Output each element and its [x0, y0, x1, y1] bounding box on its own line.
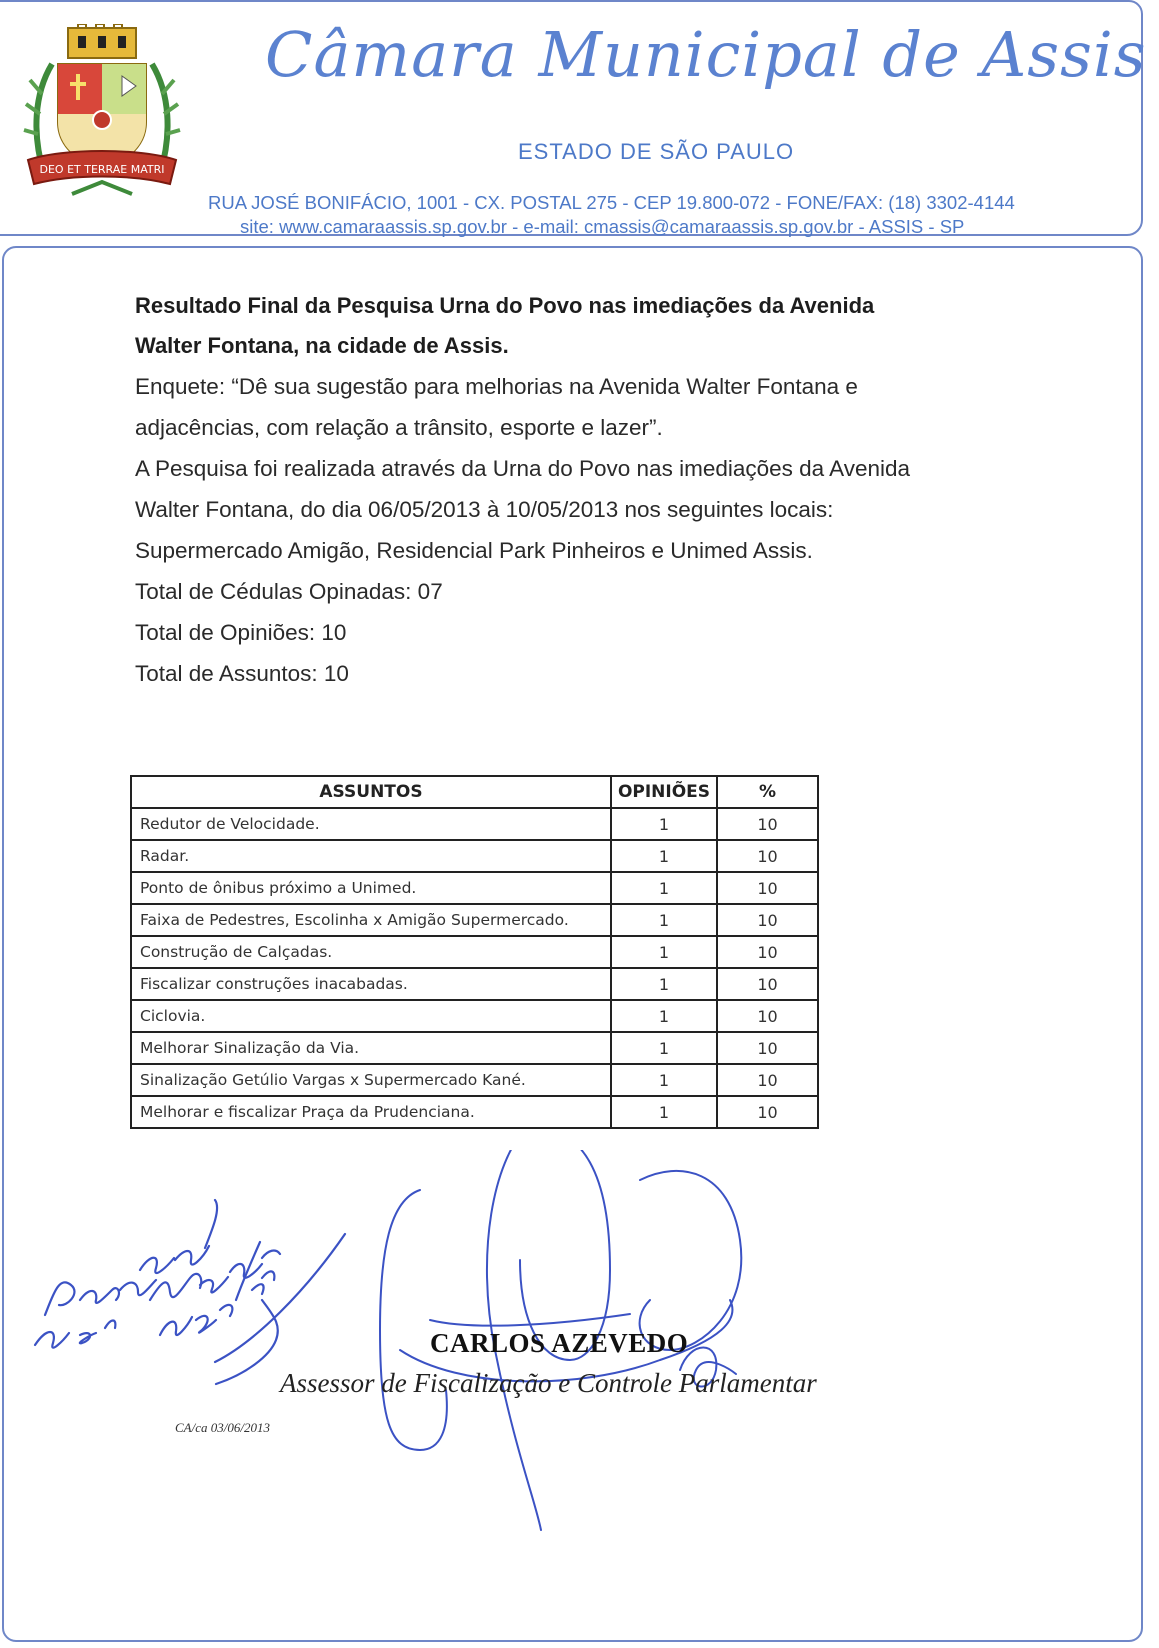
document-heading-line-1: Resultado Final da Pesquisa Urna do Povo nas imediações da Avenida: [135, 293, 875, 318]
percent-cell: 10: [717, 1032, 818, 1064]
percent-cell: 10: [717, 840, 818, 872]
address-line: RUA JOSÉ BONIFÁCIO, 1001 - CX. POSTAL 275 - CEP 19.800-072 - FONE/FAX: (18) 3302-4144: [208, 192, 1015, 213]
enquete-line-2: adjacências, com relação a trânsito, esporte e lazer”.: [135, 415, 663, 440]
percent-cell: 10: [717, 872, 818, 904]
subject-cell: Fiscalizar construções inacabadas.: [131, 968, 611, 1000]
state-label: ESTADO DE SÃO PAULO: [518, 139, 795, 164]
opinions-cell: 1: [611, 840, 717, 872]
table-row: [131, 1032, 818, 1064]
document-heading-line-2: Walter Fontana, na cidade de Assis.: [135, 333, 509, 358]
pesquisa-line-1: A Pesquisa foi realizada através da Urna do Povo nas imediações da Avenida: [135, 456, 911, 481]
table-row: [131, 904, 818, 936]
coat-of-arms-logo: [22, 24, 182, 202]
results-table: [130, 775, 819, 1129]
total-cedulas: Total de Cédulas Opinadas: 07: [135, 579, 443, 604]
total-opinioes: Total de Opiniões: 10: [135, 620, 347, 645]
column-header-percent: %: [717, 776, 818, 808]
percent-cell: 10: [717, 1000, 818, 1032]
column-header-opinioes: OPINIÕES: [611, 776, 717, 808]
institution-title: Câmara Municipal de Assis: [265, 18, 1147, 91]
table-row: [131, 968, 818, 1000]
subject-cell: Redutor de Velocidade.: [131, 808, 611, 840]
percent-cell: 10: [717, 968, 818, 1000]
subject-cell: Ciclovia.: [131, 1000, 611, 1032]
total-assuntos: Total de Assuntos: 10: [135, 661, 349, 686]
table-row: [131, 936, 818, 968]
table-row: [131, 872, 818, 904]
opinions-cell: 1: [611, 936, 717, 968]
table-row: [131, 808, 818, 840]
opinions-cell: 1: [611, 1032, 717, 1064]
column-header-assuntos: ASSUNTOS: [131, 776, 611, 808]
table-row: [131, 840, 818, 872]
percent-cell: 10: [717, 1064, 818, 1096]
opinions-cell: 1: [611, 872, 717, 904]
opinions-cell: 1: [611, 1096, 717, 1128]
contact-line: site: www.camaraassis.sp.gov.br - e-mail: cmassis@camaraassis.sp.gov.br - ASSIS - SP: [240, 216, 965, 237]
subject-cell: Construção de Calçadas.: [131, 936, 611, 968]
handwritten-note: [35, 1200, 345, 1384]
percent-cell: 10: [717, 808, 818, 840]
opinions-cell: 1: [611, 1064, 717, 1096]
subject-cell: Sinalização Getúlio Vargas x Supermercado Kané.: [131, 1064, 611, 1096]
table-header-row: [131, 776, 818, 808]
subject-cell: Radar.: [131, 840, 611, 872]
subject-cell: Ponto de ônibus próximo a Unimed.: [131, 872, 611, 904]
document-reference: CA/ca 03/06/2013: [175, 1420, 270, 1435]
opinions-cell: 1: [611, 968, 717, 1000]
opinions-cell: 1: [611, 808, 717, 840]
opinions-cell: 1: [611, 1000, 717, 1032]
percent-cell: 10: [717, 904, 818, 936]
opinions-cell: 1: [611, 904, 717, 936]
percent-cell: 10: [717, 1096, 818, 1128]
signer-role: Assessor de Fiscalização e Controle Parlamentar: [280, 1368, 817, 1398]
percent-cell: 10: [717, 936, 818, 968]
table-row: [131, 1000, 818, 1032]
subject-cell: Melhorar e fiscalizar Praça da Prudenciana.: [131, 1096, 611, 1128]
signer-name: CARLOS AZEVEDO: [430, 1328, 689, 1358]
enquete-line-1: Enquete: “Dê sua sugestão para melhorias na Avenida Walter Fontana e: [135, 374, 858, 399]
pesquisa-line-2: Walter Fontana, do dia 06/05/2013 à 10/05/2013 nos seguintes locais:: [135, 497, 834, 522]
crest-motto: DEO ET TERRAE MATRI: [39, 163, 165, 176]
subject-cell: Melhorar Sinalização da Via.: [131, 1032, 611, 1064]
subject-cell: Faixa de Pedestres, Escolinha x Amigão Supermercado.: [131, 904, 611, 936]
table-row: [131, 1096, 818, 1128]
pesquisa-line-3: Supermercado Amigão, Residencial Park Pinheiros e Unimed Assis.: [135, 538, 813, 563]
table-row: [131, 1064, 818, 1096]
